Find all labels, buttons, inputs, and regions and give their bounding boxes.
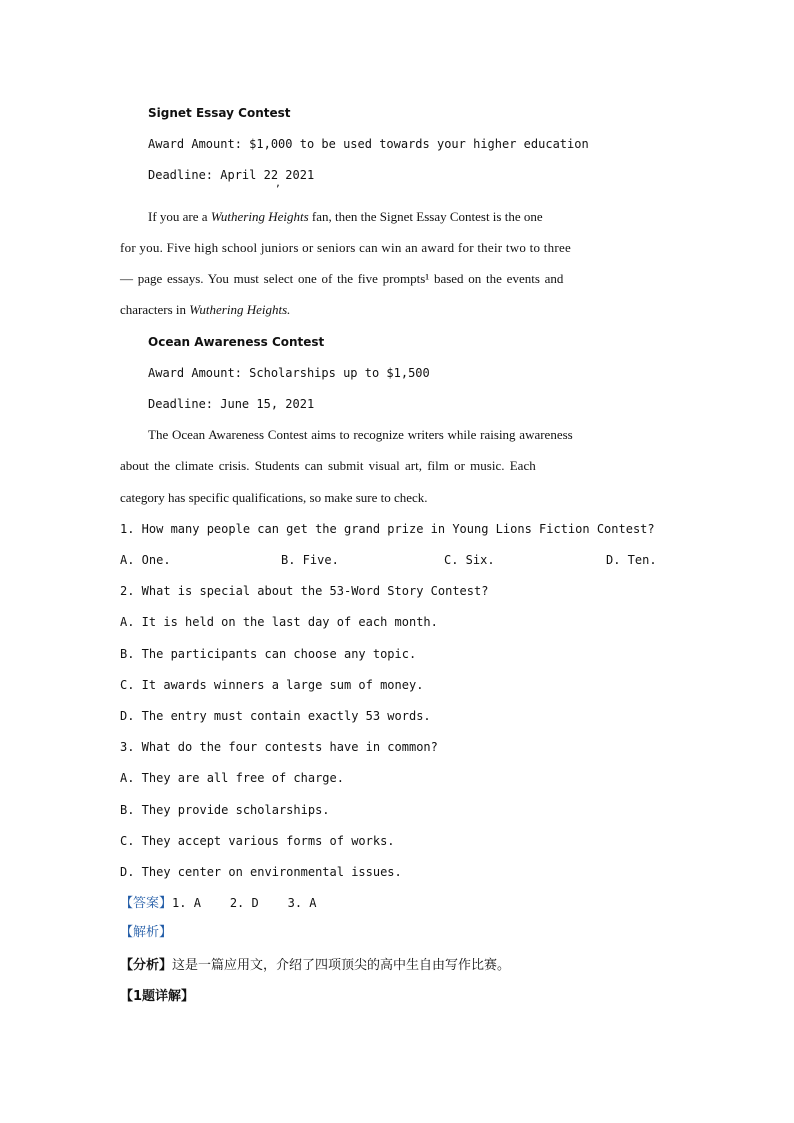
question-1-detail-label: 【1题详解】 [120,989,195,1004]
signet-award: Award Amount: $1,000 to be used towards your higher education [148,137,589,151]
question-3-option-a: A. They are all free of charge. [120,771,344,785]
question-1-stem: 1. How many people can get the grand prize in Young Lions Fiction Contest? [120,522,655,536]
question-1-option-b: B. Five. [281,553,339,567]
ocean-para-line-3: category has specific qualifications, so make sure to check. [120,490,428,505]
signet-para-line-3: — page essays. You must select one of the five prompts¹ based on the events and [120,271,564,286]
analysis-line [120,957,510,974]
book-title: Wuthering Heights [210,209,309,224]
ocean-para-line-2: about the climate crisis. Students can submit visual art, film or music. Each [120,458,536,473]
answer-line [120,895,317,912]
ocean-title: Ocean Awareness Contest [148,335,325,349]
question-1-option-a: A. One. [120,553,171,567]
signet-title: Signet Essay Contest [148,106,291,120]
question-2-option-d: D. The entry must contain exactly 53 words. [120,709,431,723]
analysis-label: 【解析】 [120,925,173,940]
question-3-option-d: D. They center on environmental issues. [120,865,402,879]
question-3-option-b: B. They provide scholarships. [120,803,330,817]
ocean-para-line-1: The Ocean Awareness Contest aims to recognize writers while raising awareness [148,427,573,442]
ocean-deadline: Deadline: June 15, 2021 [148,397,315,411]
question-1-option-d: D. Ten. [606,553,657,567]
analysis-summary-label: 【分析】 [120,958,173,973]
analysis-summary-text: 这是一篇应用文，介绍了四项顶尖的高中生自由写作比赛。 [172,958,511,973]
question-2-stem: 2. What is special about the 53-Word Story Contest? [120,584,489,598]
book-title: Wuthering Heights. [189,302,291,317]
answer-label: 【答案】 [120,896,173,911]
signet-para-line-2: for you. Five high school juniors or seniors can win an award for their two to three [120,240,571,255]
signet-deadline [148,167,314,183]
signet-p1-text: If you are a Wuthering Heights fan, then the Signet Essay Contest is the one [148,209,543,224]
question-2-option-a: A. It is held on the last day of each month. [120,615,438,629]
question-2-option-c: C. It awards winners a large sum of money. [120,678,424,692]
signet-deadline-year: 2021 [285,168,315,182]
question-2-option-b: B. The participants can choose any topic. [120,647,417,661]
question-3-stem: 3. What do the four contests have in common? [120,740,438,754]
answer-text: 1. A 2. D 3. A [172,896,317,910]
signet-deadline-date: Deadline: April 22 [148,168,279,182]
signet-para-line-4: characters in Wuthering Heights. [120,302,291,317]
ocean-award: Award Amount: Scholarships up to $1,500 [148,366,430,380]
signet-deadline-mark: , [275,178,282,189]
question-1-option-c: C. Six. [444,553,495,567]
question-3-option-c: C. They accept various forms of works. [120,834,395,848]
signet-para-line-1 [148,209,674,225]
